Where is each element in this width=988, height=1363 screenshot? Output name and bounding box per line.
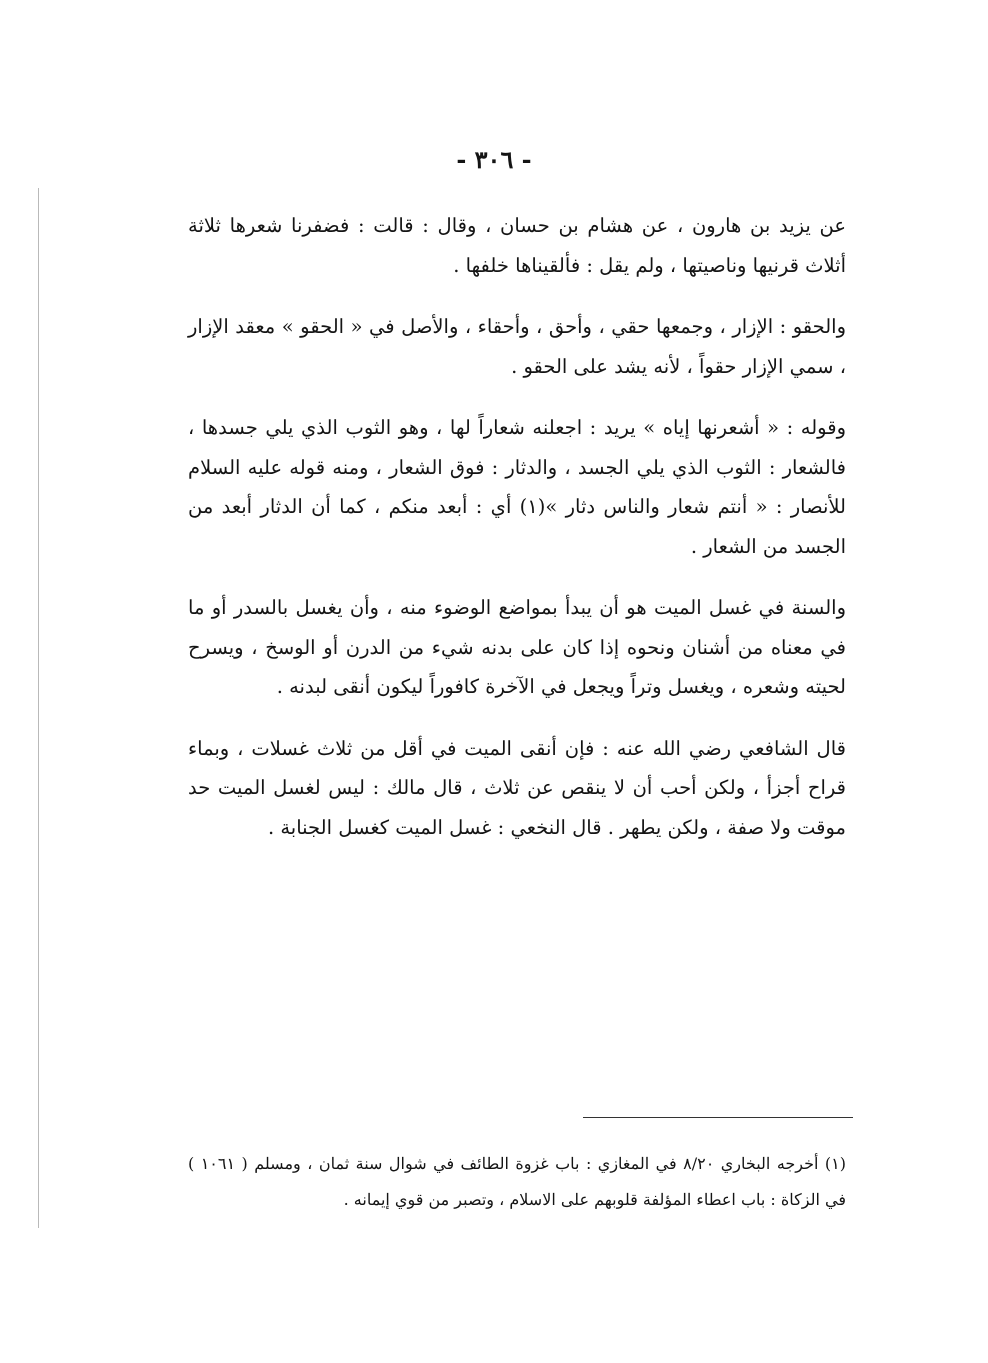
- footnote: (١) أخرجه البخاري ٨/٢٠ في المغازي : باب غزوة الطائف في شوال سنة ثمان ، ومسلم ( ١٠٦١ ) في الزكاة : باب اعطاء المؤلفة قلوبهم على الاسلام ، وتصبر من قوي إيمانه .: [188, 1154, 847, 1209]
- paragraph: قال الشافعي رضي الله عنه : فإن أنقى الميت في أقل من ثلاث غسلات ، وبماء قراح أجزأ ، ولكن أحب أن لا ينقص عن ثلاث ، قال مالك : ليس لغسل الميت حد موقت ولا صفة ، ولكن يطهر . قال النخعي : غسل الميت كغسل الجنابة .: [188, 736, 846, 839]
- paragraph: والحقو : الإزار ، وجمعها حقي ، وأحق ، وأحقاء ، والأصل في « الحقو » معقد الإزار ، سمي الإزار حقواً ، لأنه يشد على الحقو .: [188, 315, 846, 378]
- main-text: [188, 206, 846, 869]
- left-margin-rule: [38, 188, 39, 1228]
- paragraph: والسنة في غسل الميت هو أن يبدأ بمواضع الوضوء منه ، وأن يغسل بالسدر أو ما في معناه من أشنان ونحوه إذا كان على بدنه شيء من الدرن أو الوسخ ، ويسرح لحيته وشعره ، ويغسل وتراً ويجعل في الآخرة كافوراً ليكون أنقى لبدنه .: [188, 596, 846, 698]
- paragraph: وقوله : « أشعرنها إياه » يريد : اجعلنه شعاراً لها ، وهو الثوب الذي يلي جسدها ، فالشعار : الثوب الذي يلي الجسد ، والدثار : فوق الشعار ، ومنه قوله عليه السلام للأنصار : « أنتم شعار والناس دثار »(١) أي : أبعد منكم ، كما أن الدثار أبعد من الجسد من الشعار .: [188, 416, 847, 558]
- paragraph: عن يزيد بن هارون ، عن هشام بن حسان ، وقال : قالت : فضفرنا شعرها ثلاثة أثلاث قرنيها وناصيتها ، ولم يقل : فألقيناها خلفها .: [188, 214, 846, 277]
- footnotes: [188, 1146, 846, 1218]
- page-number: - ٣٠٦ -: [456, 145, 532, 174]
- footnote-separator: [583, 1117, 853, 1118]
